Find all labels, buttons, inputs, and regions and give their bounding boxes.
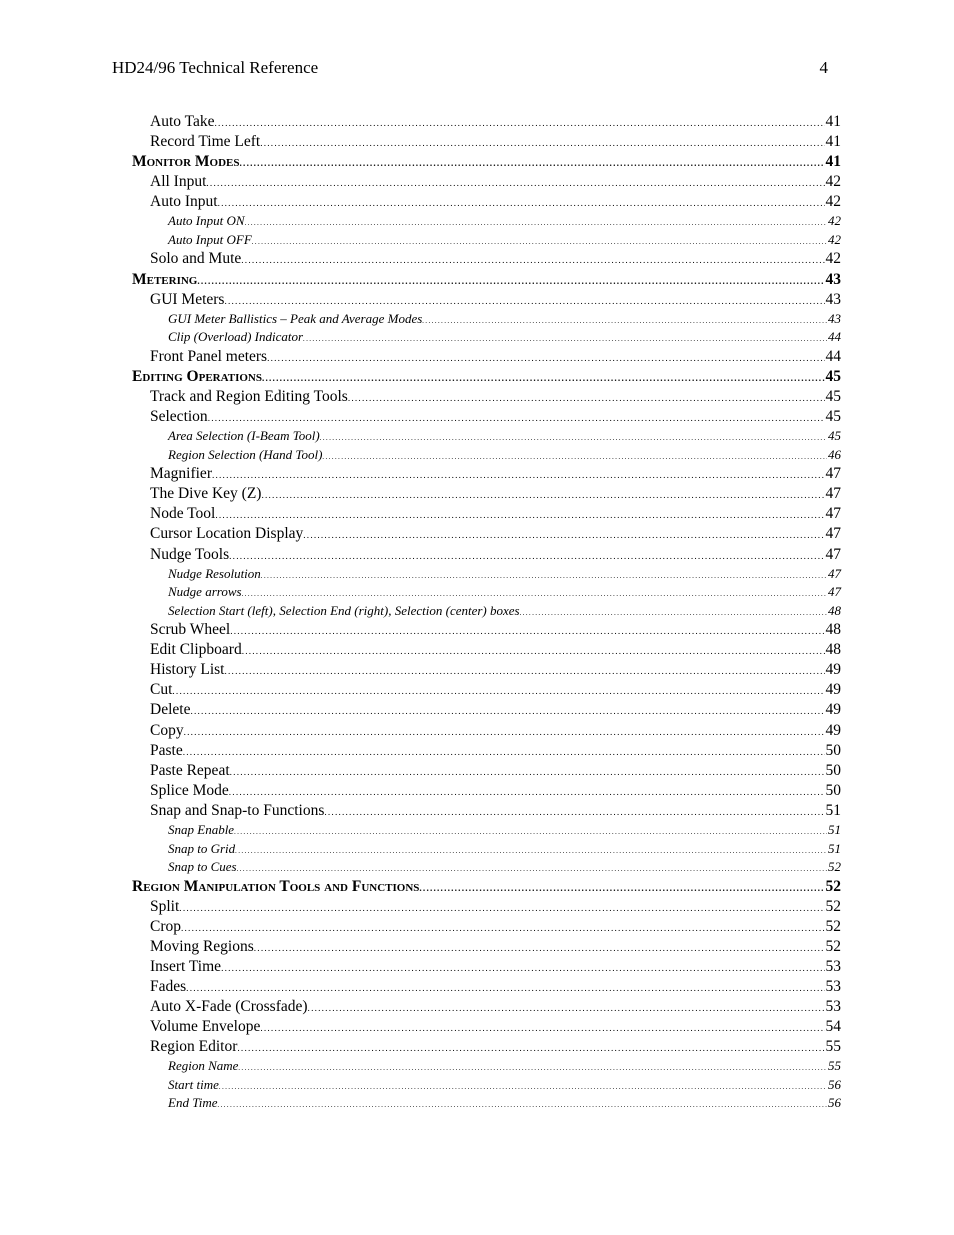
dot-leader [221, 959, 824, 979]
toc-entry-title: Splice Mode [150, 781, 229, 799]
toc-entry-title: GUI Meters [150, 290, 225, 308]
toc-entry-title: All Input [150, 173, 207, 191]
dot-leader [238, 1059, 827, 1078]
toc-entry-title: Edit Clipboard [150, 641, 242, 659]
toc-entry[interactable] [132, 1017, 841, 1037]
toc-entry-title: GUI Meter Ballistics – Peak and Average Modes [168, 310, 423, 326]
dot-leader [184, 723, 825, 743]
toc-entry[interactable] [132, 977, 841, 997]
dot-leader [190, 702, 824, 722]
toc-entry[interactable] [132, 640, 841, 660]
toc-entry[interactable] [132, 132, 841, 152]
toc-entry-title: Metering [132, 270, 198, 288]
dot-leader [348, 389, 825, 409]
toc-entry-page: 45 [825, 408, 841, 426]
toc-entry-page: 43 [825, 290, 841, 308]
toc-entry[interactable] [132, 1037, 841, 1057]
toc-entry-page: 49 [825, 661, 841, 679]
toc-entry-page: 50 [825, 741, 841, 759]
toc-entry-page: 53 [825, 978, 841, 995]
toc-section-entry[interactable] [132, 152, 841, 172]
dot-leader [261, 486, 824, 506]
toc-entry[interactable] [132, 387, 841, 407]
toc-entry-title: Delete [150, 701, 191, 719]
toc-entry-title: History List [150, 661, 225, 679]
dot-leader [224, 292, 824, 312]
toc-entry-title: Auto Input ON [168, 213, 245, 229]
toc-entry-title: Editing Operations [132, 367, 262, 385]
dot-leader [308, 999, 825, 1019]
toc-subentry[interactable] [132, 231, 841, 250]
dot-leader [208, 409, 825, 429]
toc-entry[interactable] [132, 545, 841, 565]
toc-subentry[interactable] [132, 1057, 841, 1076]
dot-leader [240, 154, 825, 174]
toc-entry[interactable] [132, 620, 841, 640]
toc-entry-title: Auto Input OFF [168, 231, 252, 247]
toc-entry-title: Start time [168, 1076, 219, 1092]
toc-entry-title: Paste [150, 741, 183, 759]
dot-leader [197, 272, 824, 292]
toc-entry-title: Monitor Modes [132, 153, 240, 171]
dot-leader [234, 823, 827, 842]
toc-entry-title: Region Manipulation Tools and Functions [132, 877, 420, 895]
dot-leader [218, 194, 825, 214]
dot-leader [419, 879, 824, 899]
toc-subentry[interactable] [132, 840, 841, 859]
dot-leader [230, 622, 824, 642]
toc-entry-title: Region Editor [150, 1038, 238, 1056]
toc-entry[interactable] [132, 700, 841, 720]
toc-entry-page: 49 [825, 701, 841, 719]
toc-entry-title: Auto Input [150, 193, 218, 211]
toc-entry-page: 53 [825, 957, 841, 975]
toc-entry-page: 52 [828, 859, 841, 875]
dot-leader [183, 743, 825, 763]
toc-entry-title: Split [150, 897, 180, 915]
toc-subentry[interactable] [132, 565, 841, 584]
dot-leader [215, 506, 824, 526]
toc-entry-title: Auto Take [150, 113, 215, 130]
toc-entry-title: Moving Regions [150, 937, 254, 955]
toc-entry-page: 55 [828, 1058, 841, 1074]
dot-leader [245, 214, 827, 233]
toc-entry-page: 47 [825, 545, 841, 563]
toc-subentry[interactable] [132, 1076, 841, 1095]
toc-subentry[interactable] [132, 821, 841, 840]
toc-entry[interactable] [132, 249, 841, 269]
toc-entry-page: 49 [825, 681, 841, 699]
toc-subentry[interactable] [132, 858, 841, 877]
toc-entry-page: 47 [825, 465, 841, 483]
dot-leader [261, 567, 827, 586]
toc-entry-page: 43 [825, 270, 841, 288]
toc-entry-title: Solo and Mute [150, 250, 242, 268]
toc-entry-page: 52 [825, 877, 841, 895]
toc-section-entry[interactable] [132, 270, 841, 290]
toc-entry-title: The Dive Key (Z) [150, 485, 262, 503]
toc-entry-title: Volume Envelope [150, 1018, 261, 1036]
toc-entry-page: 47 [828, 584, 841, 600]
toc-entry-title: Paste Repeat [150, 761, 230, 779]
toc-entry-title: Fades [150, 978, 187, 995]
toc-entry-page: 47 [828, 565, 841, 581]
toc-entry-page: 42 [828, 231, 841, 247]
toc-entry-page: 44 [825, 347, 841, 365]
dot-leader [206, 174, 824, 194]
toc-entry[interactable] [132, 761, 841, 781]
toc-entry[interactable] [132, 680, 841, 700]
toc-entry-page: 43 [828, 310, 841, 326]
dot-leader [229, 547, 824, 567]
toc-entry-page: 48 [828, 602, 841, 618]
dot-leader [242, 642, 825, 662]
toc-entry-page: 45 [828, 428, 841, 444]
toc-entry-title: Track and Region Editing Tools [150, 387, 348, 405]
toc-entry-title: Magnifier [150, 465, 212, 483]
dot-leader [303, 526, 824, 546]
toc-entry-page: 46 [828, 446, 841, 462]
toc-entry-title: Snap to Cues [168, 859, 237, 875]
toc-subentry[interactable] [132, 1094, 841, 1113]
toc-entry-page: 42 [825, 173, 841, 191]
toc-entry[interactable] [132, 917, 841, 937]
toc-entry-page: 42 [825, 193, 841, 211]
dot-leader [229, 783, 825, 803]
toc-entry-page: 49 [825, 721, 841, 739]
toc-entry-title: Nudge Tools [150, 545, 230, 563]
toc-entry[interactable] [132, 112, 841, 132]
dot-leader [252, 233, 827, 252]
toc-entry[interactable] [132, 781, 841, 801]
toc-entry[interactable] [132, 504, 841, 524]
dot-leader [219, 1078, 827, 1097]
dot-leader [230, 763, 825, 783]
toc-entry-page: 56 [828, 1095, 841, 1111]
dot-leader [212, 466, 825, 486]
toc-subentry[interactable] [132, 212, 841, 231]
toc-subentry[interactable] [132, 427, 841, 446]
dot-leader [225, 662, 825, 682]
toc-entry-title: Selection Start (left), Selection End (right), Selection (center) boxes [168, 602, 520, 618]
toc-entry[interactable] [132, 801, 841, 821]
toc-entry-page: 54 [825, 1018, 841, 1036]
toc-entry-page: 51 [828, 840, 841, 856]
toc-entry-title: Region Selection (Hand Tool) [168, 446, 323, 462]
dot-leader [237, 1039, 824, 1059]
page-header [112, 57, 828, 79]
toc-entry[interactable] [132, 897, 841, 917]
toc-entry-page: 41 [825, 133, 841, 151]
toc-entry[interactable] [132, 407, 841, 427]
toc-entry-page: 45 [825, 367, 841, 385]
toc-entry-title: Cursor Location Display [150, 525, 304, 543]
toc-entry-page: 50 [825, 761, 841, 779]
table-of-contents [132, 112, 841, 1113]
toc-entry-page: 51 [828, 822, 841, 838]
toc-entry[interactable] [132, 192, 841, 212]
toc-entry-page: 41 [825, 113, 841, 130]
toc-entry-title: Cut [150, 681, 173, 699]
toc-entry-page: 47 [825, 485, 841, 503]
toc-entry-page: 47 [825, 505, 841, 523]
dot-leader [179, 899, 824, 919]
dot-leader [260, 134, 824, 154]
dot-leader [322, 448, 827, 467]
toc-entry-title: Nudge Resolution [168, 565, 261, 581]
dot-leader [241, 251, 824, 271]
toc-entry-title: Clip (Overload) Indicator [168, 329, 304, 345]
toc-entry-page: 47 [825, 525, 841, 543]
dot-leader [303, 330, 827, 349]
toc-entry[interactable] [132, 997, 841, 1017]
toc-entry-page: 41 [825, 153, 841, 171]
toc-entry-page: 52 [825, 917, 841, 935]
toc-subentry[interactable] [132, 583, 841, 602]
toc-entry-title: Front Panel meters [150, 347, 268, 365]
dot-leader [235, 842, 827, 861]
toc-entry-title: Crop [150, 917, 181, 935]
toc-entry-title: Scrub Wheel [150, 621, 231, 639]
toc-entry-page: 51 [825, 801, 841, 819]
dot-leader [186, 979, 824, 999]
toc-entry-title: Record Time Left [150, 133, 261, 151]
toc-entry-title: Snap and Snap-to Functions [150, 801, 325, 819]
page-number: 4 [819, 58, 828, 77]
toc-entry[interactable] [132, 524, 841, 544]
toc-entry-page: 52 [825, 937, 841, 955]
dot-leader [254, 939, 825, 959]
toc-entry-page: 55 [825, 1038, 841, 1056]
toc-entry-title: Nudge arrows [168, 584, 242, 600]
toc-entry-title: Selection [150, 408, 208, 426]
toc-entry-page: 56 [828, 1076, 841, 1092]
toc-subentry[interactable] [132, 602, 841, 621]
dot-leader [260, 1019, 824, 1039]
toc-subentry[interactable] [132, 328, 841, 347]
toc-entry-page: 48 [825, 641, 841, 659]
toc-entry[interactable] [132, 721, 841, 741]
dot-leader [422, 312, 827, 331]
toc-entry-title: Node Tool [150, 505, 216, 523]
toc-subentry[interactable] [132, 446, 841, 465]
dot-leader [217, 1096, 827, 1115]
toc-entry-title: Snap Enable [168, 822, 235, 838]
toc-section-entry[interactable] [132, 367, 841, 387]
toc-entry-page: 42 [825, 250, 841, 268]
toc-entry-page: 44 [828, 329, 841, 345]
toc-entry-title: Insert Time [150, 957, 222, 975]
document-title: HD24/96 Technical Reference [112, 58, 319, 77]
toc-entry-page: 52 [825, 897, 841, 915]
toc-entry-title: Area Selection (I-Beam Tool) [168, 428, 320, 444]
toc-entry[interactable] [132, 484, 841, 504]
toc-subentry[interactable] [132, 310, 841, 329]
dot-leader [320, 429, 827, 448]
dot-leader [172, 682, 824, 702]
toc-entry[interactable] [132, 660, 841, 680]
toc-entry[interactable] [132, 957, 841, 977]
toc-entry-page: 42 [828, 213, 841, 229]
toc-entry[interactable] [132, 172, 841, 192]
toc-entry-title: Copy [150, 721, 184, 739]
toc-section-entry[interactable] [132, 877, 841, 897]
toc-entry-title: End Time [168, 1095, 218, 1111]
dot-leader [262, 369, 825, 389]
toc-entry[interactable] [132, 937, 841, 957]
dot-leader [181, 919, 825, 939]
toc-entry[interactable] [132, 290, 841, 310]
toc-entry-page: 53 [825, 998, 841, 1016]
toc-entry-title: Region Name [168, 1058, 239, 1074]
toc-entry[interactable] [132, 347, 841, 367]
dot-leader [324, 803, 824, 823]
toc-entry-page: 48 [825, 621, 841, 639]
toc-entry-title: Snap to Grid [168, 840, 236, 856]
toc-entry-title: Auto X-Fade (Crossfade) [150, 998, 308, 1016]
toc-entry-page: 45 [825, 387, 841, 405]
toc-entry-page: 50 [825, 781, 841, 799]
toc-entry[interactable] [132, 464, 841, 484]
dot-leader [215, 114, 825, 134]
toc-entry[interactable] [132, 741, 841, 761]
dot-leader [267, 349, 824, 369]
dot-leader [520, 604, 827, 623]
